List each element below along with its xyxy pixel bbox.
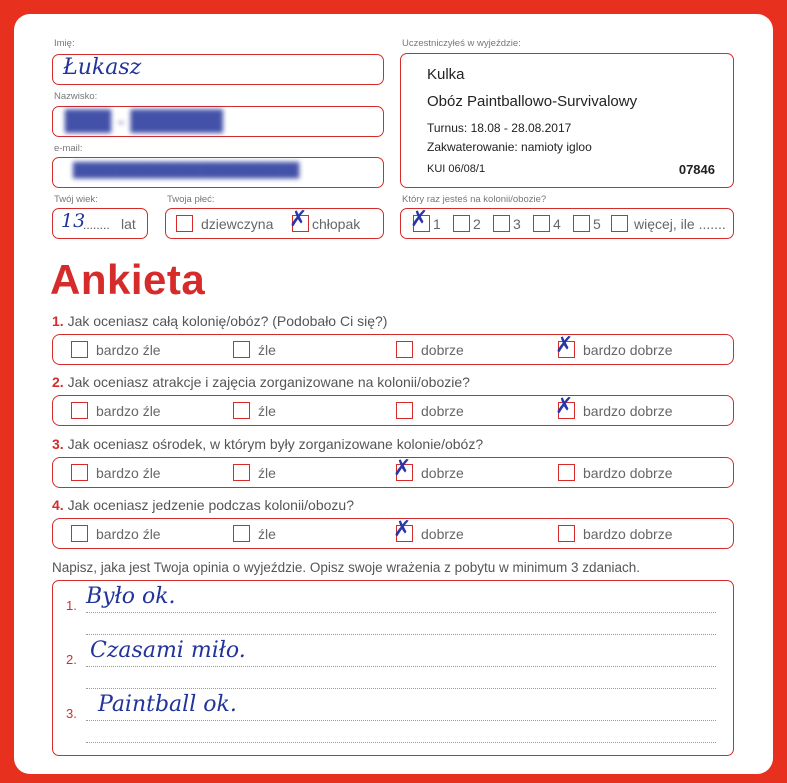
plec-label: Twoja płeć: [167, 194, 215, 205]
plec-option-chlopak[interactable] [289, 207, 361, 232]
checkbox[interactable] [233, 464, 250, 481]
option-label: bardzo dobrze [583, 525, 673, 542]
option-label: źle [258, 464, 276, 481]
question-text: Jak oceniasz całą kolonię/obóz? (Podobało Ci się?) [67, 313, 388, 329]
option-label: bardzo źle [96, 464, 161, 481]
checkbox-checked[interactable] [393, 456, 413, 481]
checkbox-checked[interactable] [555, 333, 575, 358]
answer-row-4 [52, 518, 734, 549]
option-label: źle [258, 341, 276, 358]
imie-label: Imię: [54, 38, 75, 49]
question-1 [52, 313, 387, 329]
trip-name: Kulka [427, 66, 465, 83]
rating-option[interactable] [396, 402, 464, 419]
wiek-dots: ........ [83, 218, 110, 232]
question-3 [52, 436, 483, 452]
trip-info-box [400, 53, 734, 188]
option-label: 5 [593, 215, 601, 232]
checkbox[interactable] [611, 215, 628, 232]
checkbox[interactable] [573, 215, 590, 232]
answer-row-1 [52, 334, 734, 365]
rating-option[interactable] [393, 456, 464, 481]
rating-option[interactable] [555, 394, 673, 419]
opinion-line-number: 1. [66, 598, 77, 613]
check-mark-icon: ✗ [393, 517, 412, 542]
question-text: Jak oceniasz ośrodek, w którym były zorganizowane kolonie/obóz? [67, 436, 484, 452]
checkbox[interactable] [71, 341, 88, 358]
checkbox-checked[interactable] [289, 207, 309, 232]
checkbox-checked[interactable] [410, 207, 430, 232]
option-label: źle [258, 525, 276, 542]
checkbox-checked[interactable] [393, 517, 413, 542]
question-text: Jak oceniasz atrakcje i zajęcia zorganizowane na kolonii/obozie? [67, 374, 470, 390]
check-mark-icon: ✗ [555, 333, 574, 358]
nazwisko-label: Nazwisko: [54, 91, 98, 102]
email-label: e-mail: [54, 143, 83, 154]
opinion-line-text: Paintball ok. [98, 692, 237, 717]
ktory-option-1[interactable] [410, 207, 441, 232]
check-mark-icon: ✗ [289, 207, 308, 232]
rating-option[interactable] [233, 341, 276, 358]
email-value: █████████████████████ [73, 163, 300, 179]
checkbox[interactable] [71, 464, 88, 481]
uczestniczyl-label: Uczestniczyłeś w wyjeździe: [402, 38, 521, 49]
question-number: 1. [52, 313, 64, 329]
option-label: bardzo dobrze [583, 402, 673, 419]
option-label: 3 [513, 215, 521, 232]
checkbox[interactable] [533, 215, 550, 232]
trip-number: 07846 [678, 162, 715, 177]
option-label: bardzo dobrze [583, 341, 673, 358]
ktory-raz-label: Który raz jesteś na kolonii/obozie? [402, 194, 547, 205]
writing-line [86, 688, 716, 689]
ktory-option-5[interactable] [573, 215, 601, 232]
option-label: dobrze [421, 464, 464, 481]
wiek-label: Twój wiek: [54, 194, 98, 205]
checkbox[interactable] [493, 215, 510, 232]
nazwisko-field[interactable] [52, 106, 384, 137]
rating-option[interactable] [233, 525, 276, 542]
opinion-prompt: Napisz, jaka jest Twoja opinia o wyjeździe. Opisz swoje wrażenia z pobytu w minimum 3 zdaniach. [52, 560, 641, 575]
ktory-raz-field [400, 208, 734, 239]
checkbox[interactable] [558, 464, 575, 481]
checkbox[interactable] [233, 341, 250, 358]
option-label: dobrze [421, 402, 464, 419]
question-number: 3. [52, 436, 64, 452]
nazwisko-value: ███ - ██████ [65, 109, 223, 133]
writing-line [86, 612, 716, 613]
opinion-line-number: 2. [66, 652, 77, 667]
option-label: 2 [473, 215, 481, 232]
checkbox[interactable] [558, 525, 575, 542]
option-label: bardzo źle [96, 525, 161, 542]
checkbox[interactable] [71, 402, 88, 419]
ktory-option-wiecej[interactable] [611, 215, 726, 232]
email-field[interactable] [52, 157, 384, 188]
answer-row-2 [52, 395, 734, 426]
option-label: chłopak [312, 215, 361, 232]
checkbox[interactable] [233, 402, 250, 419]
opinion-line-number: 3. [66, 706, 77, 721]
checkbox[interactable] [71, 525, 88, 542]
rating-option[interactable] [233, 464, 276, 481]
question-number: 4. [52, 497, 64, 513]
check-mark-icon: ✗ [393, 456, 412, 481]
option-label: dobrze [421, 341, 464, 358]
trip-zakwaterowanie: Zakwaterowanie: namioty igloo [427, 140, 592, 154]
rating-option[interactable] [558, 464, 673, 481]
question-number: 2. [52, 374, 64, 390]
imie-field[interactable] [52, 54, 384, 85]
question-2 [52, 374, 470, 390]
option-label: dziewczyna [201, 215, 274, 232]
ktory-option-3[interactable] [493, 215, 521, 232]
writing-line [86, 634, 716, 635]
ktory-option-4[interactable] [533, 215, 561, 232]
trip-camp: Obóz Paintballowo-Survivalowy [427, 93, 638, 110]
rating-option[interactable] [71, 525, 161, 542]
trip-code: KUI 06/08/1 [427, 163, 486, 175]
option-label: dobrze [421, 525, 464, 542]
writing-line [86, 666, 716, 667]
rating-option[interactable] [71, 464, 161, 481]
question-text: Jak oceniasz jedzenie podczas kolonii/obozu? [67, 497, 354, 513]
wiek-unit: lat [121, 216, 136, 232]
option-label: 1 [433, 215, 441, 232]
checkbox[interactable] [396, 402, 413, 419]
check-mark-icon: ✗ [555, 394, 574, 419]
rating-option[interactable] [233, 402, 276, 419]
plec-field [165, 208, 384, 239]
writing-line [86, 720, 716, 721]
option-label: bardzo dobrze [583, 464, 673, 481]
rating-option[interactable] [393, 517, 464, 542]
writing-line [86, 742, 716, 743]
checkbox[interactable] [453, 215, 470, 232]
wiek-field[interactable] [52, 208, 148, 239]
ktory-option-2[interactable] [453, 215, 481, 232]
answer-row-3 [52, 457, 734, 488]
rating-option[interactable] [71, 341, 161, 358]
option-label: 4 [553, 215, 561, 232]
rating-option[interactable] [555, 333, 673, 358]
rating-option[interactable] [71, 402, 161, 419]
checkbox[interactable] [176, 215, 193, 232]
page-title: Ankieta [50, 256, 206, 303]
checkbox[interactable] [396, 341, 413, 358]
option-label: więcej, ile ....... [634, 215, 726, 232]
imie-value: Łukasz [63, 55, 142, 80]
rating-option[interactable] [396, 341, 464, 358]
trip-turnus: Turnus: 18.08 - 28.08.2017 [427, 121, 572, 135]
option-label: bardzo źle [96, 402, 161, 419]
question-4 [52, 497, 354, 513]
wiek-value: 13 [61, 210, 86, 232]
rating-option[interactable] [558, 525, 673, 542]
plec-option-dziewczyna[interactable] [176, 215, 273, 232]
opinion-line-text: Było ok. [86, 584, 176, 609]
option-label: źle [258, 402, 276, 419]
option-label: bardzo źle [96, 341, 161, 358]
opinion-line-text: Czasami miło. [90, 638, 246, 663]
check-mark-icon: ✗ [410, 207, 429, 232]
checkbox[interactable] [233, 525, 250, 542]
checkbox-checked[interactable] [555, 394, 575, 419]
